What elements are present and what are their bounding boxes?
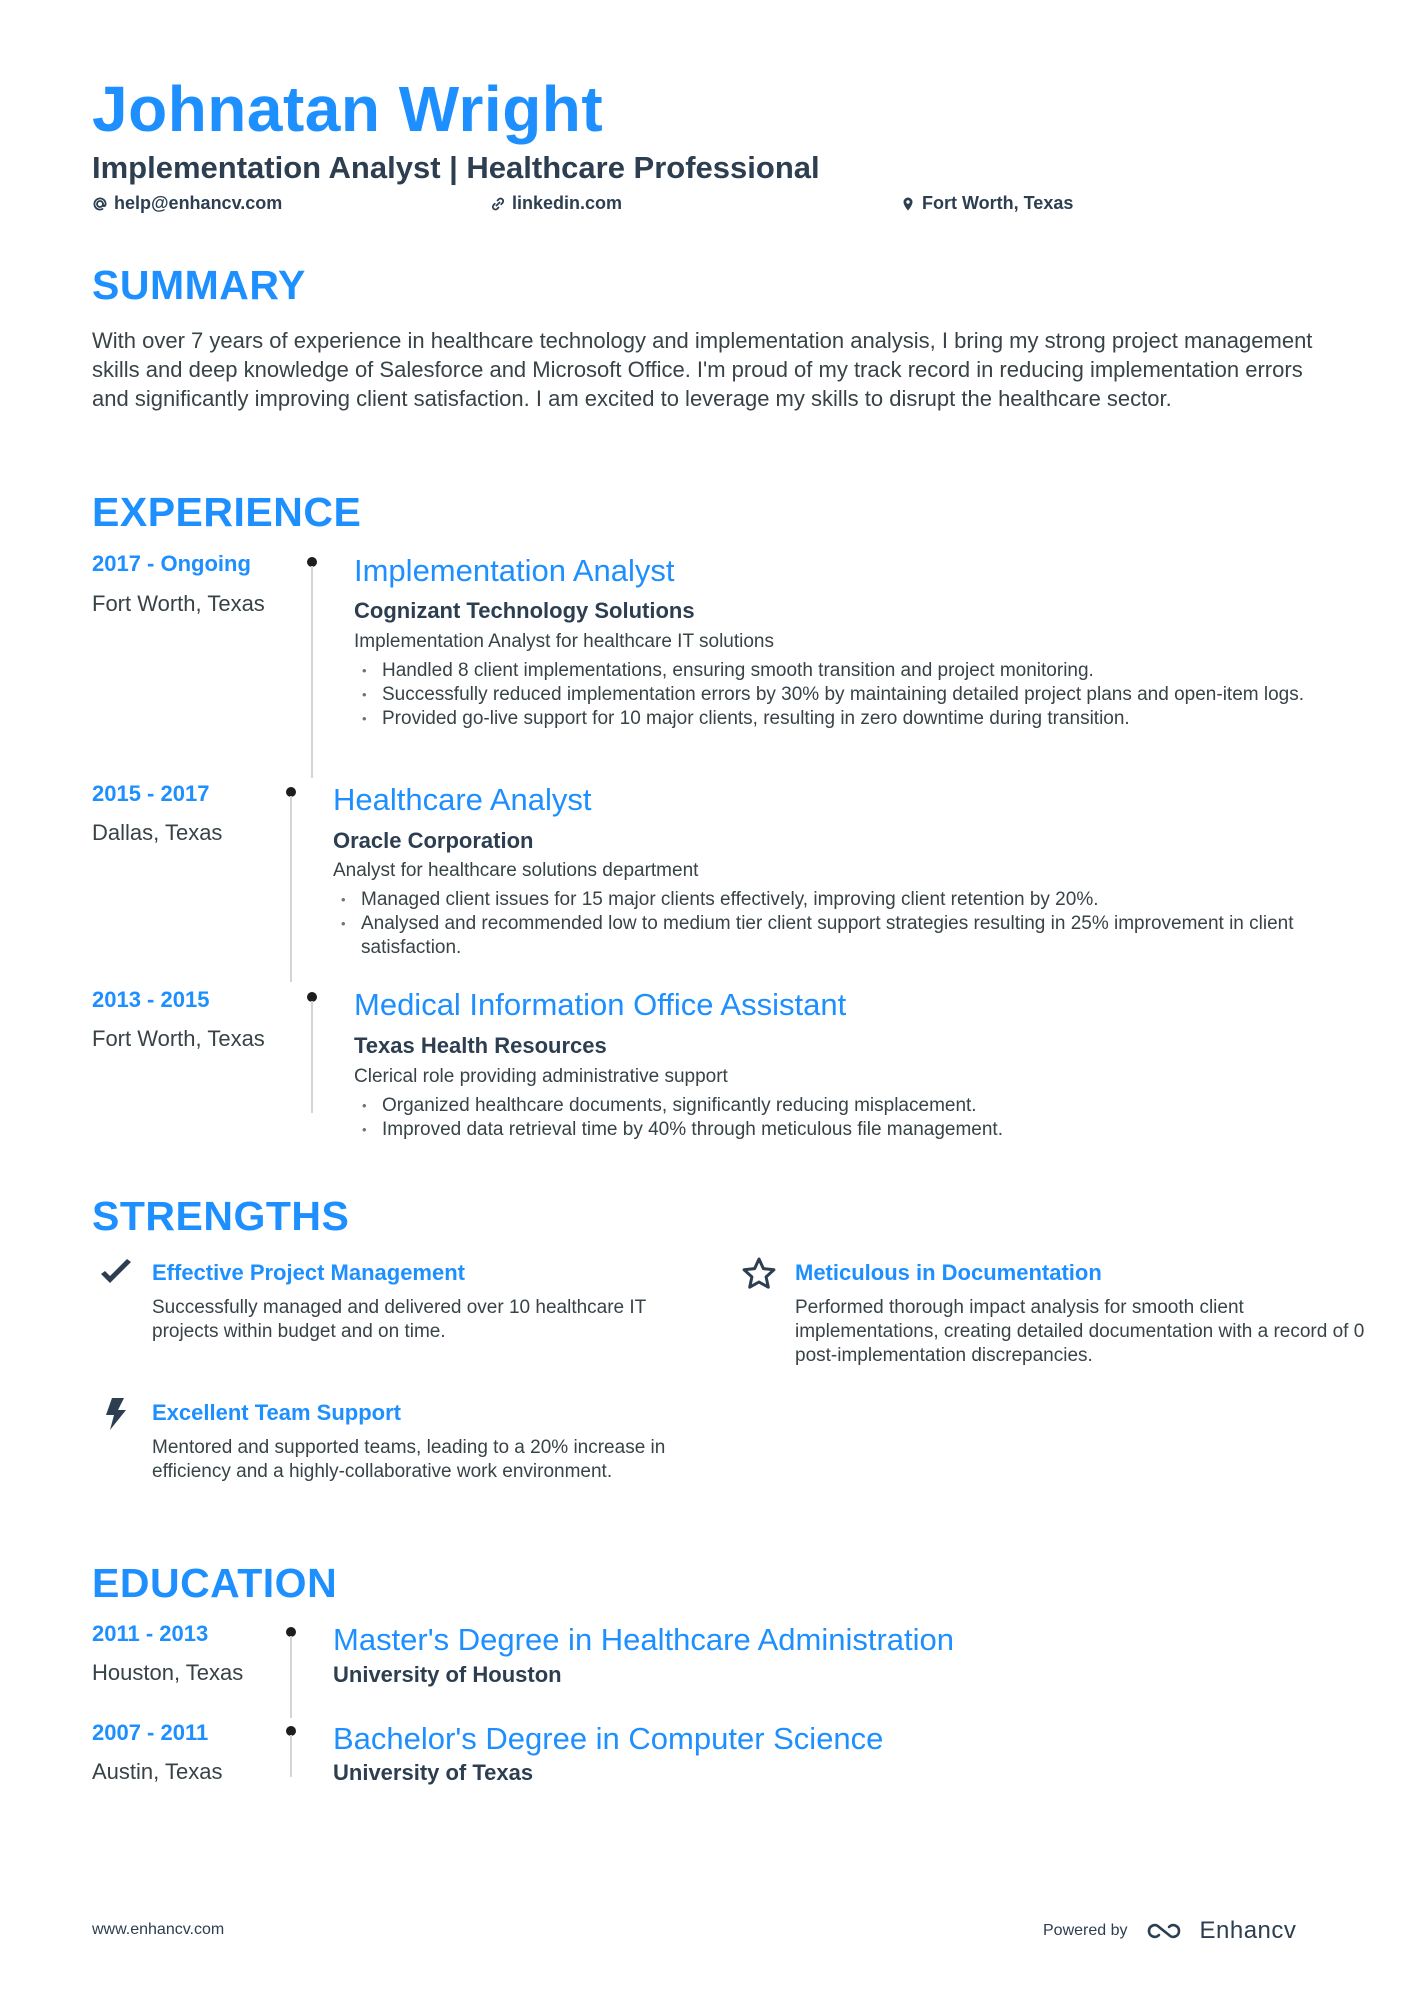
strength-description: Performed thorough impact analysis for smooth client implementations, creating detailed documentation with a record of 0 post-implementation discrepancies. [795, 1297, 1365, 1366]
education-school: University of Houston [333, 1662, 562, 1687]
contact-linkedin-text: linkedin.com [512, 193, 623, 213]
contact-email-text: help@enhancv.com [114, 193, 283, 213]
education-degree: Bachelor's Degree in Computer Science [333, 1721, 884, 1756]
link-icon [490, 196, 506, 212]
summary-text: With over 7 years of experience in healthcare technology and implementation analysis, I bring my strong project management skills and deep knowledge of Salesforce and Microsoft Office. I'm proud of my track record in reducing implementation errors and significantly improving client satisfaction. I am excited to leverage my skills to disrupt the healthcare sector. [92, 328, 1313, 411]
list-item: • Provided go-live support for 10 major clients, resulting in zero downtime during transition. [354, 707, 1324, 731]
list-item: • Managed client issues for 15 major clients effectively, improving client retention by 20%. [333, 888, 1323, 912]
strength-title: Meticulous in Documentation [795, 1260, 1102, 1285]
contact-email[interactable] [92, 193, 282, 214]
timeline-line [290, 796, 292, 982]
powered-by-text: Powered by [1043, 1922, 1128, 1939]
strengths-heading: STRENGTHS [92, 1193, 350, 1239]
experience-bullets [354, 659, 1324, 731]
education-date: 2011 - 2013 [92, 1621, 209, 1646]
timeline-line [290, 1636, 292, 1718]
education-school: University of Texas [333, 1760, 534, 1785]
experience-description: Clerical role providing administrative support [354, 1066, 728, 1087]
strength-title: Excellent Team Support [152, 1400, 401, 1425]
timeline-line [311, 1001, 313, 1113]
footer-website[interactable]: www.enhancv.com [92, 1921, 225, 1938]
education-location: Austin, Texas [92, 1759, 223, 1784]
candidate-name: Johnatan Wright [92, 73, 604, 145]
brand-logo[interactable] [1146, 1917, 1297, 1945]
contact-location-text: Fort Worth, Texas [922, 193, 1074, 213]
experience-date: 2017 - Ongoing [92, 551, 251, 576]
experience-company: Texas Health Resources [354, 1033, 607, 1058]
experience-date: 2015 - 2017 [92, 781, 210, 806]
education-degree: Master's Degree in Healthcare Administration [333, 1622, 955, 1657]
lightning-icon [98, 1396, 134, 1432]
list-item: • Successfully reduced implementation errors by 30% by maintaining detailed project plans and open-item logs. [354, 683, 1324, 707]
contact-location [900, 193, 1073, 214]
experience-location: Fort Worth, Texas [92, 591, 265, 616]
education-location: Houston, Texas [92, 1660, 244, 1685]
experience-description: Implementation Analyst for healthcare IT solutions [354, 631, 774, 652]
brand-name: Enhancv [1199, 1917, 1297, 1944]
list-item: • Analysed and recommended low to medium tier client support strategies resulting in 25% improvement in client satisfaction. [333, 912, 1323, 960]
timeline-line [311, 566, 313, 778]
at-icon [92, 196, 108, 212]
experience-role: Implementation Analyst [354, 553, 675, 588]
enhancv-logo-icon [1146, 1919, 1192, 1943]
strength-description: Successfully managed and delivered over 10 healthcare IT projects within budget and on time. [152, 1297, 646, 1342]
star-icon [741, 1256, 777, 1292]
footer-branding [1043, 1917, 1296, 1945]
experience-bullets [354, 1094, 1324, 1142]
experience-company: Oracle Corporation [333, 828, 534, 853]
candidate-headline: Implementation Analyst | Healthcare Professional [92, 150, 820, 185]
education-heading: EDUCATION [92, 1560, 338, 1606]
contact-linkedin[interactable] [490, 193, 622, 214]
experience-bullets [333, 888, 1323, 960]
list-item: • Organized healthcare documents, significantly reducing misplacement. [354, 1094, 1324, 1118]
location-pin-icon [900, 196, 916, 212]
strength-title: Effective Project Management [152, 1260, 465, 1285]
checkmark-icon [98, 1256, 134, 1292]
experience-description: Analyst for healthcare solutions department [333, 860, 699, 881]
experience-date: 2013 - 2015 [92, 987, 210, 1012]
strength-description: Mentored and supported teams, leading to a 20% increase in efficiency and a highly-collaborative work environment. [152, 1437, 666, 1482]
experience-heading: EXPERIENCE [92, 489, 362, 535]
experience-company: Cognizant Technology Solutions [354, 598, 695, 623]
timeline-line [290, 1735, 292, 1777]
summary-heading: SUMMARY [92, 262, 306, 308]
experience-role: Healthcare Analyst [333, 782, 592, 817]
experience-location: Fort Worth, Texas [92, 1026, 265, 1051]
list-item: • Handled 8 client implementations, ensuring smooth transition and project monitoring. [354, 659, 1324, 683]
experience-role: Medical Information Office Assistant [354, 987, 847, 1022]
experience-location: Dallas, Texas [92, 820, 223, 845]
list-item: • Improved data retrieval time by 40% through meticulous file management. [354, 1118, 1324, 1142]
education-date: 2007 - 2011 [92, 1720, 209, 1745]
